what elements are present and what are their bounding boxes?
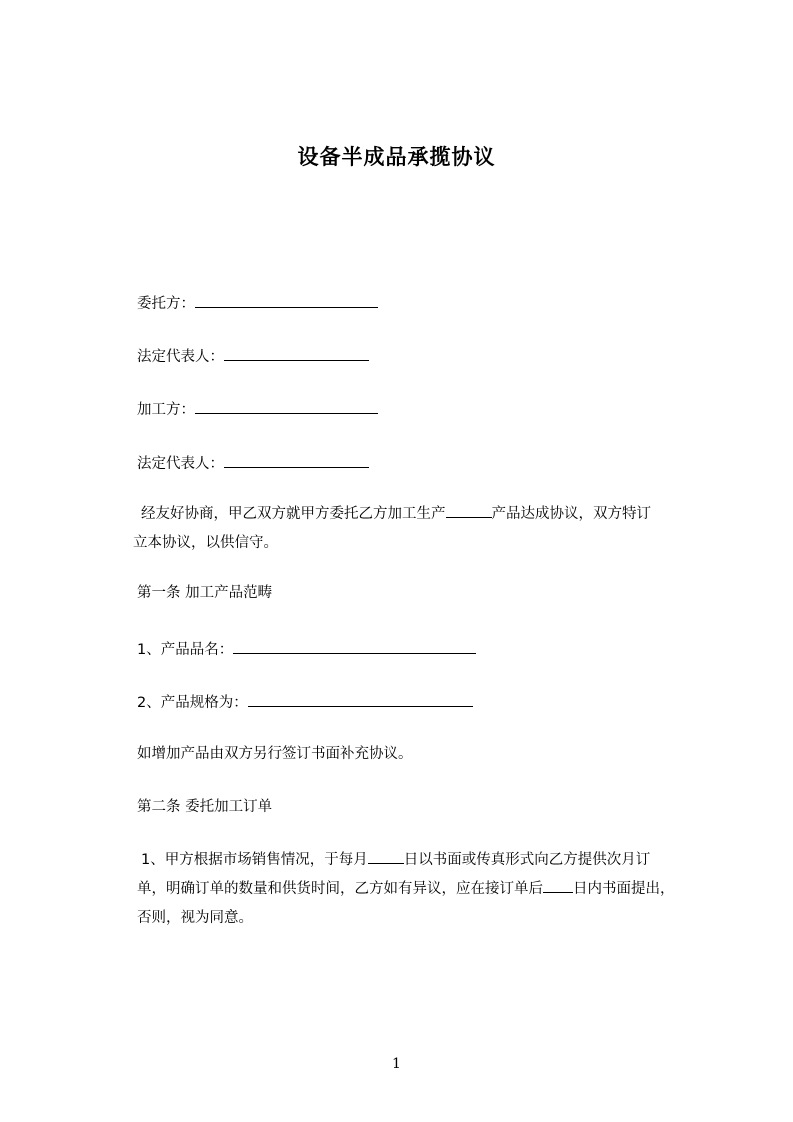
article2-p1-part5: 否则，视为同意。: [137, 910, 253, 926]
intro-paragraph: [133, 500, 703, 558]
intro-part2: 产品达成协议，双方特订: [491, 506, 651, 522]
article2-p1-part2: 日以书面或传真形式向乙方提供次月订: [403, 852, 651, 868]
monthly-day-blank[interactable]: [368, 848, 404, 864]
client-legal-rep-label: 法定代表人：: [137, 349, 224, 365]
product-name-field-blank[interactable]: [233, 638, 476, 654]
document-title: 设备半成品承揽协议: [297, 145, 496, 169]
product-spec-blank[interactable]: [248, 691, 473, 707]
client-blank[interactable]: [195, 292, 378, 308]
article1-note: 如增加产品由双方另行签订书面补充协议。: [137, 746, 413, 762]
processor-label: 加工方：: [137, 402, 195, 418]
product-spec-label: 2、产品规格为：: [137, 695, 248, 711]
processor-legal-rep-field: [137, 452, 369, 474]
product-name-blank[interactable]: [446, 502, 492, 518]
client-label: 委托方：: [137, 296, 195, 312]
product-spec-field: [137, 691, 473, 713]
processor-field: [137, 398, 378, 420]
processor-legal-rep-blank[interactable]: [224, 452, 369, 468]
article2-heading: 第二条 委托加工订单: [137, 799, 273, 815]
client-field: [137, 292, 378, 314]
client-legal-rep-field: [137, 345, 369, 367]
page-number: 1: [392, 1056, 401, 1072]
intro-part3: 立本协议，以供信守。: [133, 535, 278, 551]
objection-days-blank[interactable]: [543, 877, 573, 893]
intro-part1: 经友好协商，甲乙双方就甲方委托乙方加工生产: [141, 506, 446, 522]
article2-p1-part1: 1、甲方根据市场销售情况，于每月: [141, 852, 368, 868]
article1-heading: 第一条 加工产品范畴: [137, 585, 273, 601]
client-legal-rep-blank[interactable]: [224, 345, 369, 361]
product-name-label: 1、产品品名：: [137, 642, 234, 658]
product-name-field: [137, 638, 476, 660]
processor-blank[interactable]: [195, 398, 378, 414]
article2-paragraph: [137, 846, 717, 933]
article2-p1-part3: 单，明确订单的数量和供货时间，乙方如有异议，应在接订单后: [137, 881, 543, 897]
processor-legal-rep-label: 法定代表人：: [137, 456, 224, 472]
article2-p1-part4: 日内书面提出，: [573, 881, 675, 897]
